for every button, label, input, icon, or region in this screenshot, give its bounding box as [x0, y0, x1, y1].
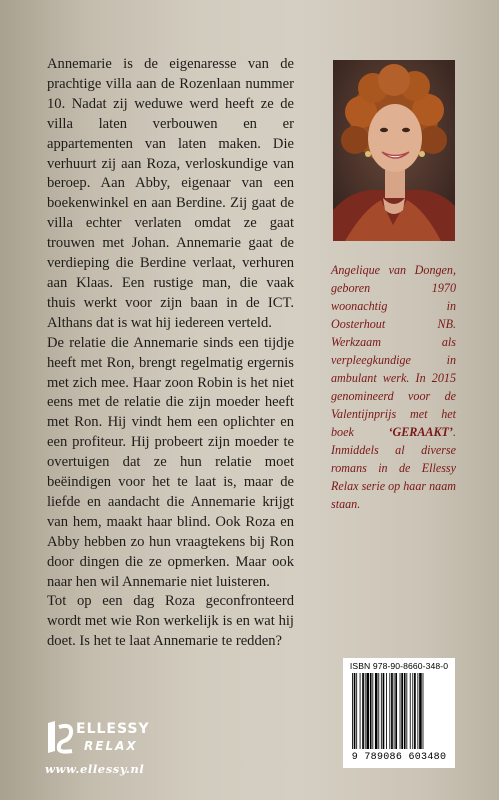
barcode-bar — [366, 673, 369, 749]
author-bio-text-end: . Inmiddels al diverse romans in de Ellessy Relax serie op haar naam staan. — [331, 425, 456, 511]
author-bio-text: Angelique van Dongen, geboren 1970 woonachtig in Oosterhout NB. Werkzaam als verpleegkundige in ambulant werk. In 2015 genomineerd voor de Valentijnprijs met het boek — [331, 263, 456, 439]
barcode-bar — [360, 673, 361, 749]
publisher-name: ELLESSY — [76, 721, 150, 737]
author-photo — [333, 60, 455, 241]
barcode-bar — [412, 673, 413, 749]
series-name: RELAX — [84, 739, 138, 753]
barcode-bar — [386, 673, 387, 749]
barcode-bar — [381, 673, 382, 749]
barcode-bar — [395, 673, 397, 749]
barcode-bar — [417, 673, 418, 749]
barcode-bar — [394, 673, 395, 749]
barcode-bar — [356, 673, 357, 749]
barcode-bar — [400, 673, 401, 749]
ellessy-logo-icon — [44, 721, 76, 755]
barcode-bar — [352, 673, 353, 749]
barcode-bar — [414, 673, 416, 749]
isbn-label: ISBN 978-90-8660-348-0 — [349, 661, 449, 671]
barcode-bar — [410, 673, 411, 749]
blurb-paragraph: Tot op een dag Roza geconfronteerd wordt met wie Ron werkelijk is en wat hij doet. Is het te laat Annemarie te redden? — [47, 593, 294, 650]
barcode-bar — [372, 673, 373, 749]
back-cover-blurb — [47, 55, 294, 652]
book-title: ‘GERAAKT’ — [388, 425, 453, 439]
barcode-bar — [375, 673, 378, 749]
author-bio — [331, 261, 456, 513]
barcode-bar — [423, 673, 424, 749]
barcode-bar — [406, 673, 407, 749]
barcode-bars — [352, 673, 446, 753]
barcode-bar — [401, 673, 403, 749]
isbn-barcode — [343, 658, 455, 768]
blurb-paragraph: De relatie die Annemarie sinds een tijdje heeft met Ron, brengt regelmatig ergernis met zich mee. Haar zoon Robin is het niet eens met de relatie die zijn moeder heeft met Ron. Hij vindt hem een oplichter en een profiteur. Hij probeert zijn moeder te overtuigen dat ze hun relatie moet beëindigen voor het te laat is, maar de liefde en aandacht die Annemarie krijgt van hem, maakt haar blind. Ook Roza en Abby hebben zo hun vraagtekens bij Ron door dingen die ze opmerken. Maar ook naar hen wil Annemarie niet luisteren. — [47, 334, 294, 590]
author-portrait-illustration — [333, 60, 455, 241]
barcode-bar — [354, 673, 356, 749]
publisher-website: www.ellessy.nl — [45, 762, 145, 776]
publisher-logo — [44, 719, 164, 759]
barcode-bar — [389, 673, 390, 749]
barcode-bar — [404, 673, 406, 749]
barcode-digits: 9 789086 603480 — [351, 752, 447, 763]
barcode-bar — [362, 673, 364, 749]
barcode-bar — [391, 673, 393, 749]
barcode-bar — [419, 673, 422, 749]
barcode-bar — [365, 673, 366, 749]
barcode-bar — [383, 673, 385, 749]
blurb-paragraph: Annemarie is de eigenaresse van de prachtige villa aan de Rozenlaan nummer 10. Nadat zij weduwe werd heeft ze de villa laten verbouwen en er appartementen van laten maken. Die verhuurt zij aan Roza, verloskundige van beroep. Aan Abby, eigenaar van een boekenwinkel en aan Berdine. Zij gaat de villa echter verlaten omdat ze gaat trouwen met Johan. Annemarie gaat de verdieping die Berdine verlaat, verhuren aan Klaas. Een rustige man, die vaak thuis werkt voor zijn baan in de ICT. Althans dat is wat hij iedereen verteld. — [47, 56, 294, 331]
barcode-bar — [378, 673, 379, 749]
barcode-bar — [370, 673, 372, 749]
